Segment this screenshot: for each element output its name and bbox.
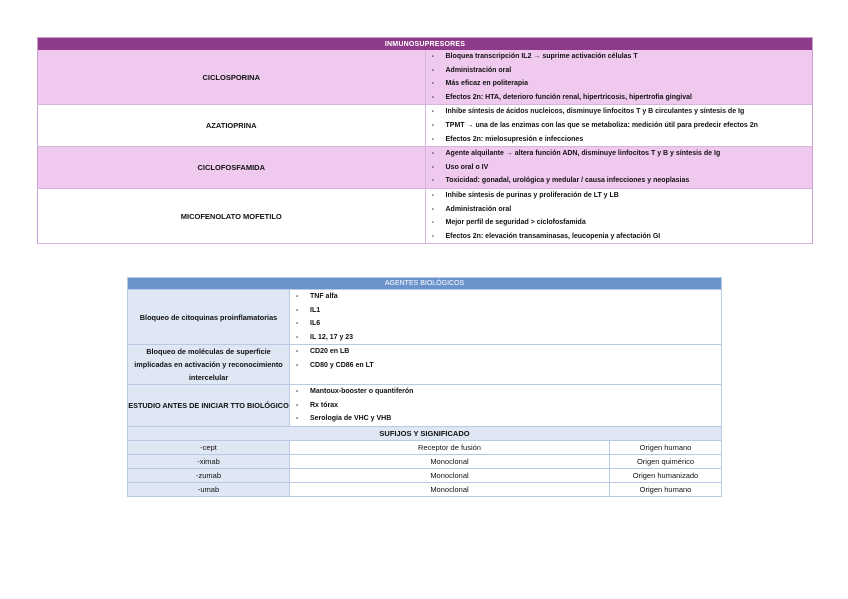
list-item: - Bloquea transcripción IL2 → suprime activación células T (431, 53, 638, 60)
list-item: - Rx tórax (296, 401, 339, 409)
table-row (128, 468, 722, 482)
table-row (38, 105, 813, 147)
table-row (128, 345, 722, 385)
table-row (128, 440, 722, 454)
drug-bullets (425, 105, 813, 147)
drug-bullets (425, 188, 813, 243)
origin-cell: Origen quimérico (610, 454, 722, 468)
meaning-cell: Monoclonal (290, 482, 610, 496)
agentes-biologicos-table (127, 277, 722, 497)
table-row (38, 50, 813, 105)
inmunosupresores-title: INMUNOSUPRESORES (38, 38, 813, 51)
inmunosupresores-table (37, 37, 813, 244)
list-item: - TPMT → una de las enzimas con las que se metaboliza: medición útil para predecir efectos 2n (431, 121, 758, 129)
list-item: - Efectos 2n: elevación transaminasas, leucopenia y afectación GI (431, 232, 661, 240)
table-row (38, 188, 813, 243)
drug-name: AZATIOPRINA (38, 105, 426, 147)
table-row (128, 454, 722, 468)
category-label: Bloqueo de moléculas de superficie implicadas en activación y reconocimiento intercelular (128, 345, 290, 385)
list-item: - CD80 y CD86 en LT (296, 361, 374, 369)
drug-name: CICLOSPORINA (38, 50, 426, 105)
meaning-cell: Monoclonal (290, 454, 610, 468)
origin-cell: Origen humano (610, 440, 722, 454)
list-item: - CD20 en LB (296, 348, 350, 355)
list-item: - Inhibe síntesis de purinas y proliferación de LT y LB (431, 191, 619, 199)
list-item: - Inhibe síntesis de ácidos nucleicos, disminuye linfocitos T y B circulantes y síntesis de Ig (431, 108, 745, 116)
list-item: - IL 12, 17 y 23 (296, 333, 354, 341)
suffix-cell: -cept (128, 440, 290, 454)
category-items (290, 345, 722, 385)
drug-name: MICOFENOLATO MOFETILO (38, 188, 426, 243)
list-item: - Toxicidad: gonadal, urológica y medular / causa infecciones y neoplasias (431, 177, 690, 185)
list-item: - Efectos 2n: mielosupresión e infecciones (431, 135, 584, 143)
drug-name: CICLOFOSFAMIDA (38, 147, 426, 189)
agentes-biologicos-title: AGENTES BIOLÓGICOS (128, 278, 722, 290)
table-row (128, 385, 722, 427)
list-item: - Más eficaz en politerapia (431, 80, 528, 88)
table-row (128, 482, 722, 496)
origin-cell: Origen humanizado (610, 468, 722, 482)
suffix-cell: -ximab (128, 454, 290, 468)
origin-cell: Origen humano (610, 482, 722, 496)
table-row (38, 147, 813, 189)
meaning-cell: Receptor de fusión (290, 440, 610, 454)
suffix-cell: -umab (128, 482, 290, 496)
list-item: - Efectos 2n: HTA, deterioro función renal, hipertricosis, hipertrofia gingival (431, 93, 692, 101)
list-item: - IL1 (296, 306, 321, 314)
list-item: - Serología de VHC y VHB (296, 415, 392, 422)
sufijos-title: SUFIJOS Y SIGNIFICADO (128, 426, 722, 440)
list-item: - Uso oral o IV (431, 163, 489, 171)
list-item: - Administración oral (431, 66, 512, 74)
list-item: - Mejor perfil de seguridad > ciclofosfamida (431, 219, 586, 227)
list-item: - IL6 (296, 320, 321, 327)
category-items (290, 385, 722, 427)
drug-bullets (425, 147, 813, 189)
meaning-cell: Monoclonal (290, 468, 610, 482)
table-row (128, 290, 722, 345)
drug-bullets (425, 50, 813, 105)
category-items (290, 290, 722, 345)
category-label: Bloqueo de citoquinas proinflamatorias (128, 290, 290, 345)
list-item: - Administración oral (431, 205, 512, 213)
list-item: - TNF alfa (296, 293, 338, 300)
category-label: ESTUDIO ANTES DE INICIAR TTO BIOLÓGICO (128, 385, 290, 427)
list-item: - Mantoux-booster o quantiferón (296, 388, 414, 395)
list-item: - Agente alquilante → altera función ADN, disminuye linfocitos T y B y síntesis de Ig (431, 150, 721, 158)
suffix-cell: -zumab (128, 468, 290, 482)
